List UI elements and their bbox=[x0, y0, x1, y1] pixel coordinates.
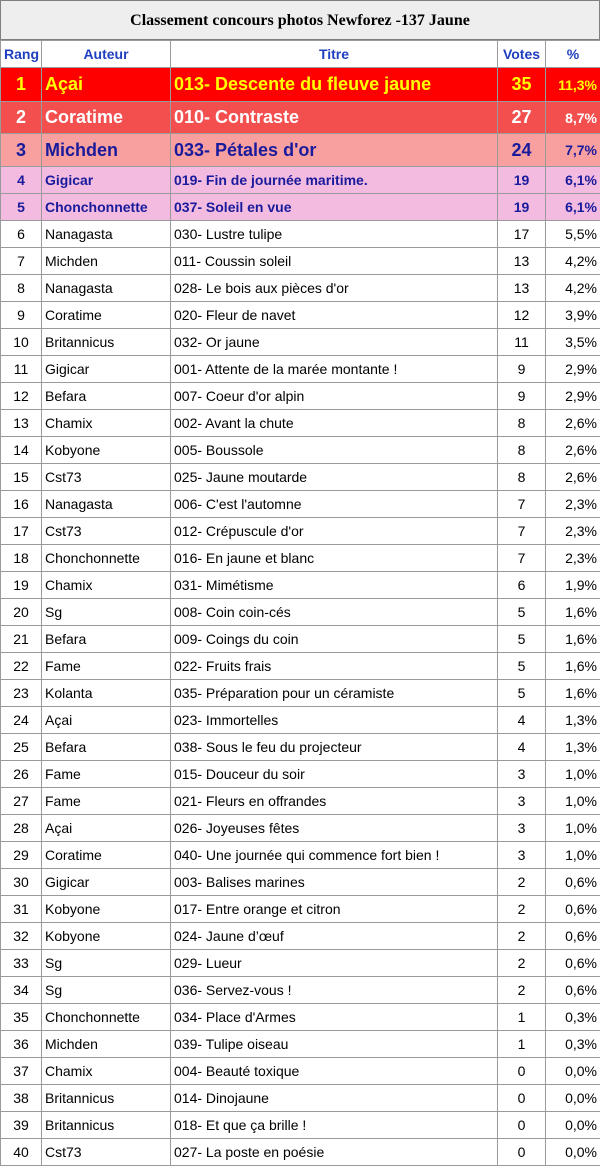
author-cell: Chonchonnette bbox=[42, 1004, 171, 1031]
table-row bbox=[1, 134, 600, 167]
rank-cell: 28 bbox=[1, 815, 42, 842]
photo-title-cell: 009- Coings du coin bbox=[171, 626, 498, 653]
photo-title-cell: 020- Fleur de navet bbox=[171, 302, 498, 329]
photo-title-cell: 004- Beauté toxique bbox=[171, 1058, 498, 1085]
table-row bbox=[1, 707, 600, 734]
rank-cell: 5 bbox=[1, 194, 42, 221]
table-row bbox=[1, 68, 600, 102]
author-cell: Coratime bbox=[42, 302, 171, 329]
table-row bbox=[1, 410, 600, 437]
percent-cell: 1,0% bbox=[546, 842, 600, 869]
photo-title-cell: 012- Crépuscule d'or bbox=[171, 518, 498, 545]
percent-cell: 1,0% bbox=[546, 788, 600, 815]
votes-cell: 1 bbox=[498, 1031, 546, 1058]
photo-title-cell: 038- Sous le feu du projecteur bbox=[171, 734, 498, 761]
table-row bbox=[1, 1058, 600, 1085]
table-row bbox=[1, 545, 600, 572]
percent-cell: 8,7% bbox=[546, 102, 600, 134]
photo-title-cell: 007- Coeur d'or alpin bbox=[171, 383, 498, 410]
table-row bbox=[1, 653, 600, 680]
percent-cell: 0,6% bbox=[546, 950, 600, 977]
photo-title-cell: 016- En jaune et blanc bbox=[171, 545, 498, 572]
author-cell: Nanagasta bbox=[42, 491, 171, 518]
votes-cell: 0 bbox=[498, 1112, 546, 1139]
votes-cell: 9 bbox=[498, 356, 546, 383]
rank-cell: 15 bbox=[1, 464, 42, 491]
rank-cell: 36 bbox=[1, 1031, 42, 1058]
rank-cell: 4 bbox=[1, 167, 42, 194]
photo-title-cell: 019- Fin de journée maritime. bbox=[171, 167, 498, 194]
header-titre: Titre bbox=[171, 41, 498, 68]
photo-title-cell: 018- Et que ça brille ! bbox=[171, 1112, 498, 1139]
photo-title-cell: 011- Coussin soleil bbox=[171, 248, 498, 275]
percent-cell: 0,6% bbox=[546, 923, 600, 950]
votes-cell: 3 bbox=[498, 788, 546, 815]
percent-cell: 0,3% bbox=[546, 1031, 600, 1058]
photo-title-cell: 013- Descente du fleuve jaune bbox=[171, 68, 498, 102]
author-cell: Gigicar bbox=[42, 167, 171, 194]
photo-title-cell: 003- Balises marines bbox=[171, 869, 498, 896]
percent-cell: 0,0% bbox=[546, 1085, 600, 1112]
votes-cell: 0 bbox=[498, 1058, 546, 1085]
percent-cell: 1,0% bbox=[546, 815, 600, 842]
photo-title-cell: 002- Avant la chute bbox=[171, 410, 498, 437]
rank-cell: 3 bbox=[1, 134, 42, 167]
table-row bbox=[1, 842, 600, 869]
author-cell: Açai bbox=[42, 815, 171, 842]
rank-cell: 25 bbox=[1, 734, 42, 761]
author-cell: Chonchonnette bbox=[42, 545, 171, 572]
page-title: Classement concours photos Newforez -137 Jaune bbox=[0, 0, 600, 40]
author-cell: Befara bbox=[42, 734, 171, 761]
author-cell: Britannicus bbox=[42, 329, 171, 356]
rank-cell: 27 bbox=[1, 788, 42, 815]
photo-title-cell: 033- Pétales d'or bbox=[171, 134, 498, 167]
votes-cell: 1 bbox=[498, 1004, 546, 1031]
table-row bbox=[1, 1112, 600, 1139]
rank-cell: 11 bbox=[1, 356, 42, 383]
rank-cell: 29 bbox=[1, 842, 42, 869]
photo-title-cell: 014- Dinojaune bbox=[171, 1085, 498, 1112]
author-cell: Nanagasta bbox=[42, 275, 171, 302]
author-cell: Sg bbox=[42, 977, 171, 1004]
rank-cell: 35 bbox=[1, 1004, 42, 1031]
rank-cell: 39 bbox=[1, 1112, 42, 1139]
photo-title-cell: 029- Lueur bbox=[171, 950, 498, 977]
rank-cell: 40 bbox=[1, 1139, 42, 1166]
votes-cell: 4 bbox=[498, 707, 546, 734]
table-row bbox=[1, 599, 600, 626]
table-row bbox=[1, 1031, 600, 1058]
table-row bbox=[1, 869, 600, 896]
votes-cell: 11 bbox=[498, 329, 546, 356]
photo-title-cell: 036- Servez-vous ! bbox=[171, 977, 498, 1004]
rank-cell: 32 bbox=[1, 923, 42, 950]
table-row bbox=[1, 437, 600, 464]
votes-cell: 7 bbox=[498, 491, 546, 518]
author-cell: Sg bbox=[42, 599, 171, 626]
rank-cell: 12 bbox=[1, 383, 42, 410]
table-row bbox=[1, 302, 600, 329]
percent-cell: 1,9% bbox=[546, 572, 600, 599]
votes-cell: 2 bbox=[498, 977, 546, 1004]
author-cell: Kolanta bbox=[42, 680, 171, 707]
votes-cell: 3 bbox=[498, 842, 546, 869]
photo-title-cell: 010- Contraste bbox=[171, 102, 498, 134]
table-row bbox=[1, 102, 600, 134]
percent-cell: 3,5% bbox=[546, 329, 600, 356]
author-cell: Befara bbox=[42, 383, 171, 410]
header-auteur: Auteur bbox=[42, 41, 171, 68]
table-row bbox=[1, 1139, 600, 1166]
author-cell: Gigicar bbox=[42, 869, 171, 896]
header-pct: % bbox=[546, 41, 600, 68]
table-row bbox=[1, 680, 600, 707]
header-rang: Rang bbox=[1, 41, 42, 68]
rank-cell: 1 bbox=[1, 68, 42, 102]
rank-cell: 6 bbox=[1, 221, 42, 248]
rank-cell: 31 bbox=[1, 896, 42, 923]
percent-cell: 1,6% bbox=[546, 626, 600, 653]
rank-cell: 23 bbox=[1, 680, 42, 707]
author-cell: Britannicus bbox=[42, 1085, 171, 1112]
rank-cell: 30 bbox=[1, 869, 42, 896]
rank-cell: 20 bbox=[1, 599, 42, 626]
votes-cell: 9 bbox=[498, 383, 546, 410]
votes-cell: 5 bbox=[498, 680, 546, 707]
photo-title-cell: 024- Jaune d’œuf bbox=[171, 923, 498, 950]
table-row bbox=[1, 464, 600, 491]
rank-cell: 22 bbox=[1, 653, 42, 680]
percent-cell: 1,3% bbox=[546, 734, 600, 761]
rank-cell: 10 bbox=[1, 329, 42, 356]
photo-title-cell: 006- C'est l'automne bbox=[171, 491, 498, 518]
percent-cell: 0,6% bbox=[546, 896, 600, 923]
author-cell: Chamix bbox=[42, 1058, 171, 1085]
author-cell: Fame bbox=[42, 788, 171, 815]
percent-cell: 2,6% bbox=[546, 410, 600, 437]
photo-title-cell: 025- Jaune moutarde bbox=[171, 464, 498, 491]
photo-title-cell: 027- La poste en poésie bbox=[171, 1139, 498, 1166]
percent-cell: 5,5% bbox=[546, 221, 600, 248]
votes-cell: 2 bbox=[498, 950, 546, 977]
percent-cell: 0,0% bbox=[546, 1139, 600, 1166]
percent-cell: 2,3% bbox=[546, 518, 600, 545]
votes-cell: 3 bbox=[498, 761, 546, 788]
author-cell: Açai bbox=[42, 68, 171, 102]
photo-title-cell: 008- Coin coin-cés bbox=[171, 599, 498, 626]
rank-cell: 13 bbox=[1, 410, 42, 437]
votes-cell: 24 bbox=[498, 134, 546, 167]
header-votes: Votes bbox=[498, 41, 546, 68]
photo-title-cell: 026- Joyeuses fêtes bbox=[171, 815, 498, 842]
author-cell: Sg bbox=[42, 950, 171, 977]
author-cell: Befara bbox=[42, 626, 171, 653]
table-row bbox=[1, 734, 600, 761]
table-row bbox=[1, 815, 600, 842]
author-cell: Kobyone bbox=[42, 437, 171, 464]
percent-cell: 1,6% bbox=[546, 599, 600, 626]
photo-title-cell: 005- Boussole bbox=[171, 437, 498, 464]
rank-cell: 34 bbox=[1, 977, 42, 1004]
rank-cell: 2 bbox=[1, 102, 42, 134]
rank-cell: 19 bbox=[1, 572, 42, 599]
table-row bbox=[1, 626, 600, 653]
percent-cell: 2,9% bbox=[546, 356, 600, 383]
author-cell: Fame bbox=[42, 761, 171, 788]
votes-cell: 13 bbox=[498, 275, 546, 302]
author-cell: Coratime bbox=[42, 102, 171, 134]
rank-cell: 38 bbox=[1, 1085, 42, 1112]
percent-cell: 1,3% bbox=[546, 707, 600, 734]
table-row bbox=[1, 248, 600, 275]
percent-cell: 11,3% bbox=[546, 68, 600, 102]
votes-cell: 8 bbox=[498, 464, 546, 491]
percent-cell: 0,6% bbox=[546, 977, 600, 1004]
photo-title-cell: 028- Le bois aux pièces d'or bbox=[171, 275, 498, 302]
author-cell: Kobyone bbox=[42, 923, 171, 950]
percent-cell: 0,6% bbox=[546, 869, 600, 896]
percent-cell: 1,0% bbox=[546, 761, 600, 788]
author-cell: Cst73 bbox=[42, 464, 171, 491]
votes-cell: 2 bbox=[498, 896, 546, 923]
author-cell: Michden bbox=[42, 134, 171, 167]
votes-cell: 3 bbox=[498, 815, 546, 842]
author-cell: Cst73 bbox=[42, 1139, 171, 1166]
votes-cell: 5 bbox=[498, 599, 546, 626]
photo-title-cell: 022- Fruits frais bbox=[171, 653, 498, 680]
header-row bbox=[1, 41, 600, 68]
votes-cell: 8 bbox=[498, 410, 546, 437]
table-body bbox=[1, 68, 600, 1166]
table-row bbox=[1, 950, 600, 977]
rank-cell: 26 bbox=[1, 761, 42, 788]
photo-title-cell: 039- Tulipe oiseau bbox=[171, 1031, 498, 1058]
author-cell: Britannicus bbox=[42, 1112, 171, 1139]
author-cell: Gigicar bbox=[42, 356, 171, 383]
table-row bbox=[1, 1004, 600, 1031]
table-row bbox=[1, 518, 600, 545]
votes-cell: 4 bbox=[498, 734, 546, 761]
votes-cell: 35 bbox=[498, 68, 546, 102]
rank-cell: 37 bbox=[1, 1058, 42, 1085]
photo-title-cell: 030- Lustre tulipe bbox=[171, 221, 498, 248]
photo-title-cell: 037- Soleil en vue bbox=[171, 194, 498, 221]
table-row bbox=[1, 356, 600, 383]
rank-cell: 33 bbox=[1, 950, 42, 977]
table-row bbox=[1, 491, 600, 518]
photo-title-cell: 034- Place d'Armes bbox=[171, 1004, 498, 1031]
author-cell: Fame bbox=[42, 653, 171, 680]
percent-cell: 0,3% bbox=[546, 1004, 600, 1031]
photo-title-cell: 017- Entre orange et citron bbox=[171, 896, 498, 923]
author-cell: Chonchonnette bbox=[42, 194, 171, 221]
percent-cell: 2,6% bbox=[546, 437, 600, 464]
author-cell: Kobyone bbox=[42, 896, 171, 923]
percent-cell: 4,2% bbox=[546, 248, 600, 275]
votes-cell: 0 bbox=[498, 1139, 546, 1166]
photo-title-cell: 031- Mimétisme bbox=[171, 572, 498, 599]
votes-cell: 0 bbox=[498, 1085, 546, 1112]
percent-cell: 6,1% bbox=[546, 167, 600, 194]
author-cell: Coratime bbox=[42, 842, 171, 869]
votes-cell: 6 bbox=[498, 572, 546, 599]
votes-cell: 7 bbox=[498, 545, 546, 572]
rank-cell: 24 bbox=[1, 707, 42, 734]
rank-cell: 21 bbox=[1, 626, 42, 653]
votes-cell: 7 bbox=[498, 518, 546, 545]
percent-cell: 0,0% bbox=[546, 1058, 600, 1085]
percent-cell: 0,0% bbox=[546, 1112, 600, 1139]
votes-cell: 27 bbox=[498, 102, 546, 134]
votes-cell: 8 bbox=[498, 437, 546, 464]
table-row bbox=[1, 1085, 600, 1112]
table-row bbox=[1, 221, 600, 248]
percent-cell: 3,9% bbox=[546, 302, 600, 329]
votes-cell: 5 bbox=[498, 653, 546, 680]
votes-cell: 2 bbox=[498, 869, 546, 896]
photo-title-cell: 021- Fleurs en offrandes bbox=[171, 788, 498, 815]
percent-cell: 2,6% bbox=[546, 464, 600, 491]
rank-cell: 16 bbox=[1, 491, 42, 518]
votes-cell: 19 bbox=[498, 167, 546, 194]
photo-title-cell: 040- Une journée qui commence fort bien ! bbox=[171, 842, 498, 869]
votes-cell: 12 bbox=[498, 302, 546, 329]
author-cell: Açai bbox=[42, 707, 171, 734]
percent-cell: 6,1% bbox=[546, 194, 600, 221]
photo-title-cell: 035- Préparation pour un céramiste bbox=[171, 680, 498, 707]
table-row bbox=[1, 329, 600, 356]
percent-cell: 1,6% bbox=[546, 653, 600, 680]
author-cell: Michden bbox=[42, 1031, 171, 1058]
rank-cell: 7 bbox=[1, 248, 42, 275]
rank-cell: 8 bbox=[1, 275, 42, 302]
table-row bbox=[1, 167, 600, 194]
ranking-table bbox=[0, 40, 600, 1166]
table-row bbox=[1, 194, 600, 221]
votes-cell: 19 bbox=[498, 194, 546, 221]
table-row bbox=[1, 977, 600, 1004]
author-cell: Chamix bbox=[42, 572, 171, 599]
rank-cell: 17 bbox=[1, 518, 42, 545]
votes-cell: 2 bbox=[498, 923, 546, 950]
photo-title-cell: 001- Attente de la marée montante ! bbox=[171, 356, 498, 383]
rank-cell: 18 bbox=[1, 545, 42, 572]
table-row bbox=[1, 572, 600, 599]
author-cell: Cst73 bbox=[42, 518, 171, 545]
table-row bbox=[1, 275, 600, 302]
photo-title-cell: 032- Or jaune bbox=[171, 329, 498, 356]
photo-title-cell: 015- Douceur du soir bbox=[171, 761, 498, 788]
votes-cell: 5 bbox=[498, 626, 546, 653]
percent-cell: 2,3% bbox=[546, 491, 600, 518]
percent-cell: 2,3% bbox=[546, 545, 600, 572]
votes-cell: 13 bbox=[498, 248, 546, 275]
percent-cell: 7,7% bbox=[546, 134, 600, 167]
rank-cell: 9 bbox=[1, 302, 42, 329]
percent-cell: 1,6% bbox=[546, 680, 600, 707]
author-cell: Chamix bbox=[42, 410, 171, 437]
percent-cell: 4,2% bbox=[546, 275, 600, 302]
author-cell: Michden bbox=[42, 248, 171, 275]
table-row bbox=[1, 896, 600, 923]
rank-cell: 14 bbox=[1, 437, 42, 464]
table-header bbox=[1, 41, 600, 68]
table-row bbox=[1, 383, 600, 410]
table-row bbox=[1, 923, 600, 950]
photo-title-cell: 023- Immortelles bbox=[171, 707, 498, 734]
percent-cell: 2,9% bbox=[546, 383, 600, 410]
table-row bbox=[1, 788, 600, 815]
author-cell: Nanagasta bbox=[42, 221, 171, 248]
votes-cell: 17 bbox=[498, 221, 546, 248]
table-row bbox=[1, 761, 600, 788]
